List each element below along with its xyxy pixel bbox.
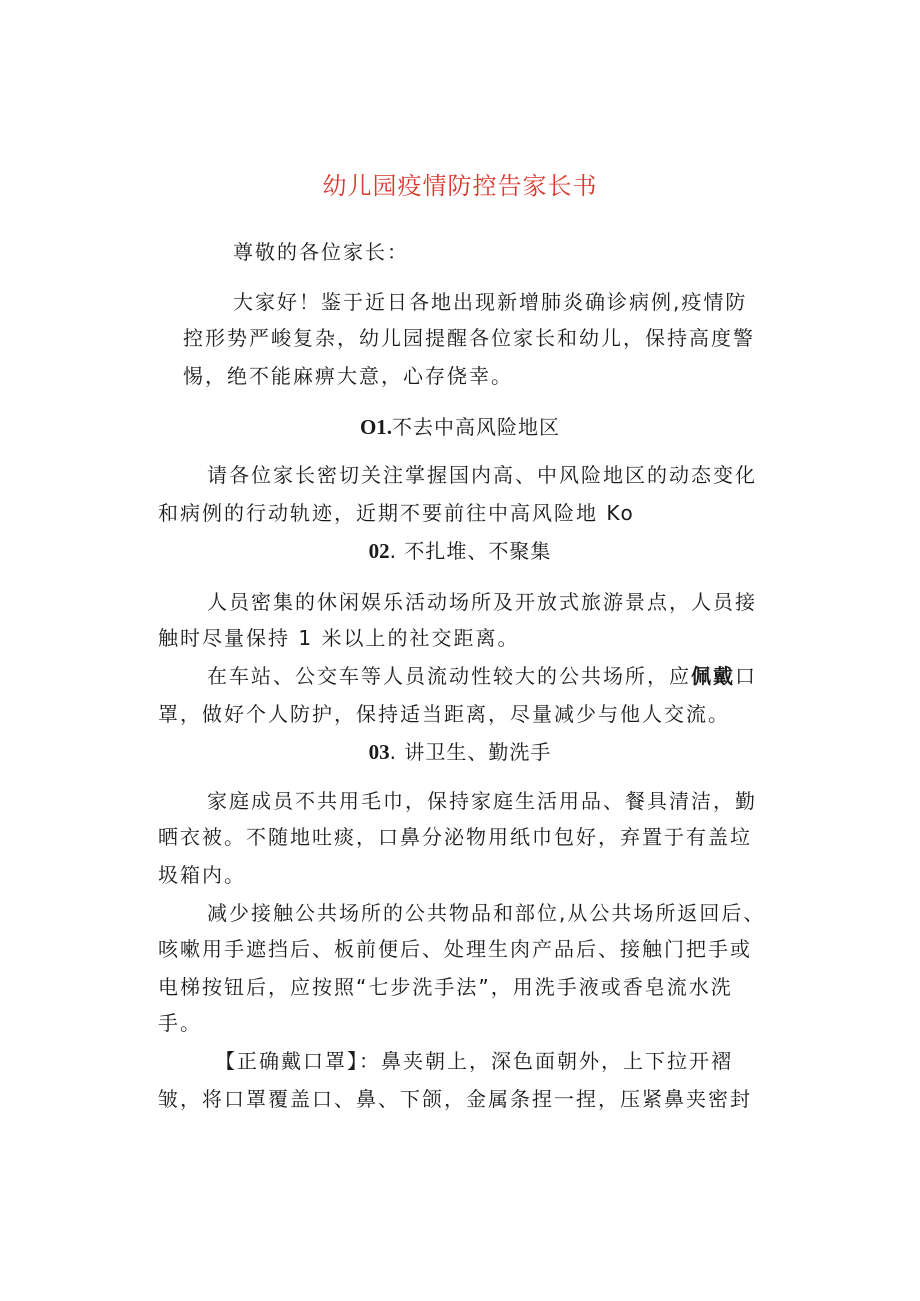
paragraph-line: 手。 <box>158 1011 202 1035</box>
paragraph-line: 【正确戴口罩】：鼻夹朝上，深色面朝外，上下拉开褶 <box>215 1049 733 1073</box>
section-number: 03 <box>368 740 390 764</box>
section-heading <box>0 413 920 441</box>
paragraph-line: 请各位家长密切关注掌握国内高、中风险地区的动态变化 <box>207 463 757 487</box>
greeting: 尊敬的各位家长： <box>233 240 409 264</box>
section-heading <box>0 537 920 565</box>
section-heading-text: 不去中高风险地区 <box>392 415 561 439</box>
section-heading <box>0 738 920 766</box>
paragraph-line: 圾箱内。 <box>158 863 246 887</box>
emphasis-text: 佩戴 <box>691 664 735 688</box>
paragraph-text: 口 <box>735 664 757 688</box>
section-heading-text: . 不扎堆、不聚集 <box>389 539 552 563</box>
intro-line: 惕，绝不能麻痹大意，心存侥幸。 <box>183 364 513 388</box>
paragraph-text: 在车站、公交车等人员流动性较大的公共场所，应 <box>207 664 691 688</box>
paragraph-line: 触时尽量保持 1 米以上的社交距离。 <box>158 626 520 650</box>
section-number: 02 <box>368 539 390 563</box>
document-title: 幼儿园疫情防控告家长书 <box>322 172 598 200</box>
paragraph-line: 家庭成员不共用毛巾，保持家庭生活用品、餐具清洁，勤 <box>207 789 757 813</box>
paragraph-line: 皱，将口罩覆盖口、鼻、下颌，金属条捏一捏，压紧鼻夹密封 <box>158 1087 752 1111</box>
paragraph-line: 咳嗽用手遮挡后、板前便后、处理生肉产品后、接触门把手或 <box>158 937 752 961</box>
paragraph-line: 罩，做好个人防护，保持适当距离，尽量减少与他人交流。 <box>158 702 730 726</box>
intro-line: 控形势严峻复杂，幼儿园提醒各位家长和幼儿，保持高度警 <box>183 326 755 350</box>
paragraph-line: 和病例的行动轨迹，近期不要前往中高风险地 Ko <box>158 501 635 525</box>
paragraph-line: 晒衣被。不随地吐痰，口鼻分泌物用纸巾包好，弃置于有盖垃 <box>158 825 752 849</box>
section-heading-text: . 讲卫生、勤洗手 <box>389 740 552 764</box>
paragraph-line: 人员密集的休闲娱乐活动场所及开放式旅游景点，人员接 <box>207 590 757 614</box>
intro-line: 大家好！鉴于近日各地出现新增肺炎确诊病例,疫情防 <box>233 290 748 314</box>
paragraph-line <box>207 662 757 690</box>
paragraph-line: 减少接触公共场所的公共物品和部位,从公共场所返回后、 <box>207 901 766 925</box>
section-number: O1. <box>359 415 393 439</box>
paragraph-line: 电梯按钮后，应按照“七步洗手法”，用洗手液或香皂流水洗 <box>158 975 733 999</box>
